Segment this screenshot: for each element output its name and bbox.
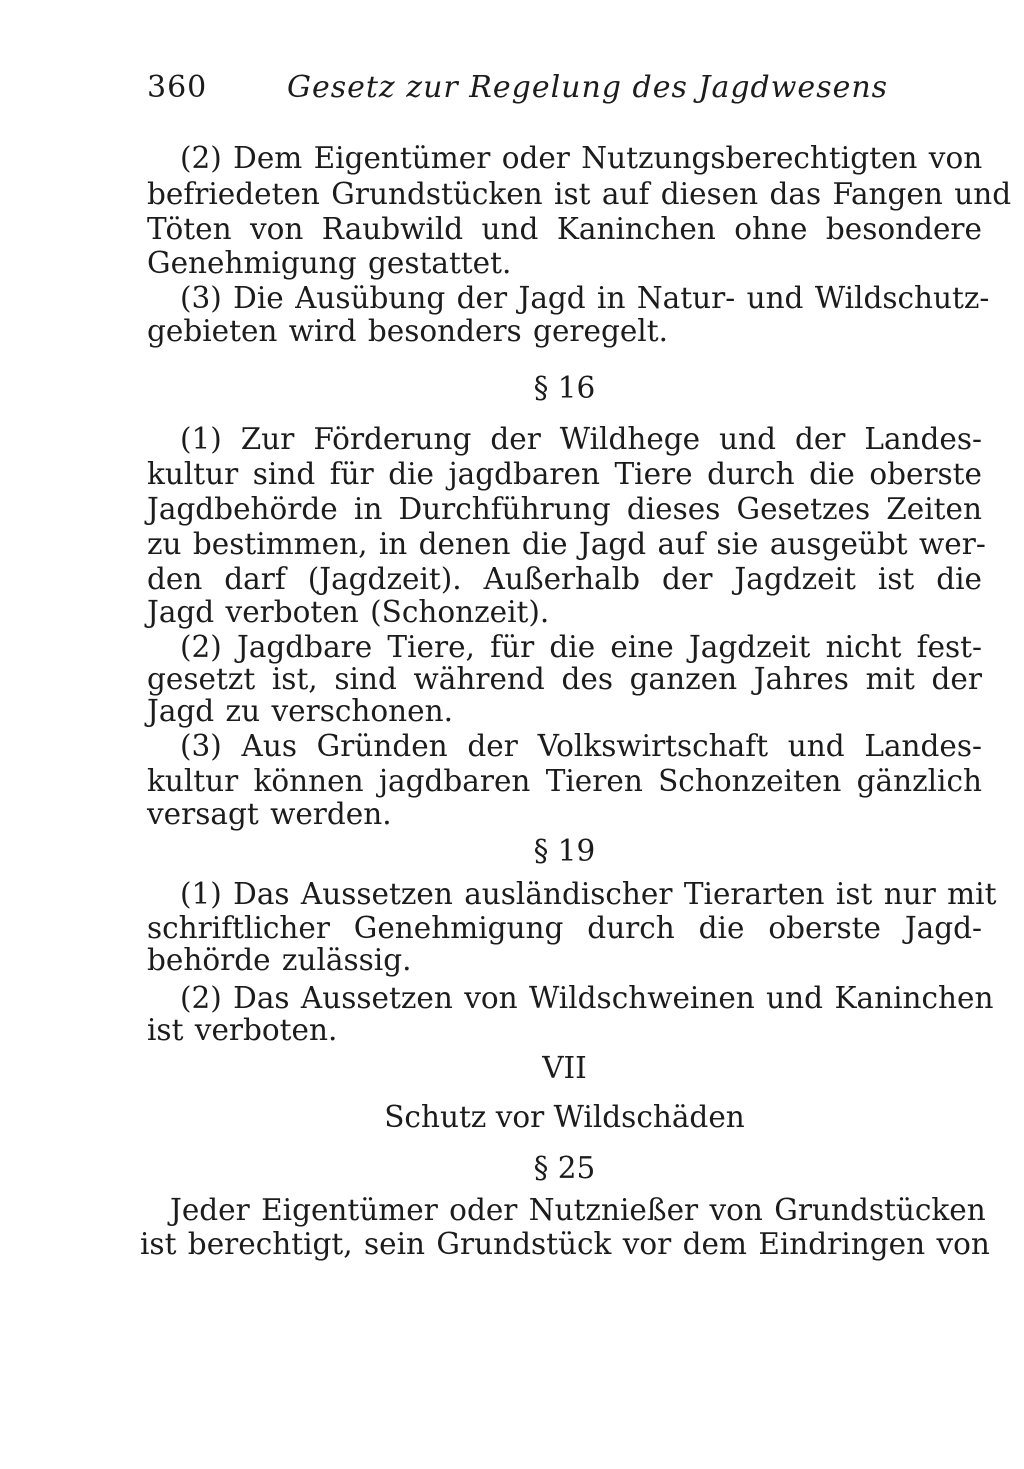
page-header <box>147 70 889 114</box>
chapter-title: Schutz vor Wildschäden <box>384 1100 745 1134</box>
paragraph-line: den darf (Jagdzeit). Außerhalb der Jagdzeit ist die <box>147 562 982 596</box>
paragraph-line: gesetzt ist, sind während des ganzen Jahres mit der <box>147 662 982 696</box>
paragraph-line: (2) Dem Eigentümer oder Nutzungsberechtigten von <box>180 141 983 175</box>
paragraph-line: kultur können jagdbaren Tieren Schonzeiten gänzlich <box>147 764 982 798</box>
section-heading: § 16 <box>533 371 596 405</box>
section-heading: § 25 <box>533 1151 596 1185</box>
paragraph-line: (2) Das Aussetzen von Wildschweinen und Kaninchen <box>180 981 994 1015</box>
paragraph-line: Jagd zu verschonen. <box>147 694 453 728</box>
paragraph-line: (1) Das Aussetzen ausländischer Tierarten ist nur mit <box>180 877 997 911</box>
paragraph-line: zu bestimmen, in denen die Jagd auf sie ausgeübt wer- <box>147 527 986 561</box>
paragraph-line: (2) Jagdbare Tiere, für die eine Jagdzeit nicht fest- <box>180 630 982 664</box>
paragraph-line: ist berechtigt, sein Grundstück vor dem Eindringen von <box>140 1227 990 1261</box>
paragraph-line: Jagdbehörde in Durchführung dieses Gesetzes Zeiten <box>147 492 982 526</box>
paragraph-line: Töten von Raubwild und Kaninchen ohne besondere <box>147 212 982 246</box>
paragraph-line: Genehmigung gestattet. <box>147 246 512 280</box>
paragraph-line: gebieten wird besonders geregelt. <box>147 314 668 348</box>
running-title: Gesetz zur Regelung des Jagdwesens <box>287 70 889 105</box>
paragraph-line: schriftlicher Genehmigung durch die oberste Jagd- <box>147 911 982 945</box>
paragraph-line: (1) Zur Förderung der Wildhege und der Landes- <box>180 422 982 456</box>
paragraph-line: kultur sind für die jagdbaren Tiere durch die oberste <box>147 457 982 491</box>
paragraph-line: versagt werden. <box>147 797 392 831</box>
paragraph-line: (3) Aus Gründen der Volkswirtschaft und Landes- <box>180 729 982 763</box>
paragraph-line: Jeder Eigentümer oder Nutznießer von Grundstücken <box>170 1193 986 1227</box>
paragraph-line: ist verboten. <box>147 1013 338 1047</box>
paragraph-line: Jagd verboten (Schonzeit). <box>147 595 550 629</box>
page-number: 360 <box>147 70 208 105</box>
chapter-number: VII <box>542 1051 587 1085</box>
section-heading: § 19 <box>533 834 596 868</box>
paragraph-line: behörde zulässig. <box>147 943 412 977</box>
paragraph-line: (3) Die Ausübung der Jagd in Natur- und Wildschutz- <box>180 281 990 315</box>
paragraph-line: befriedeten Grundstücken ist auf diesen das Fangen und <box>147 177 1012 211</box>
